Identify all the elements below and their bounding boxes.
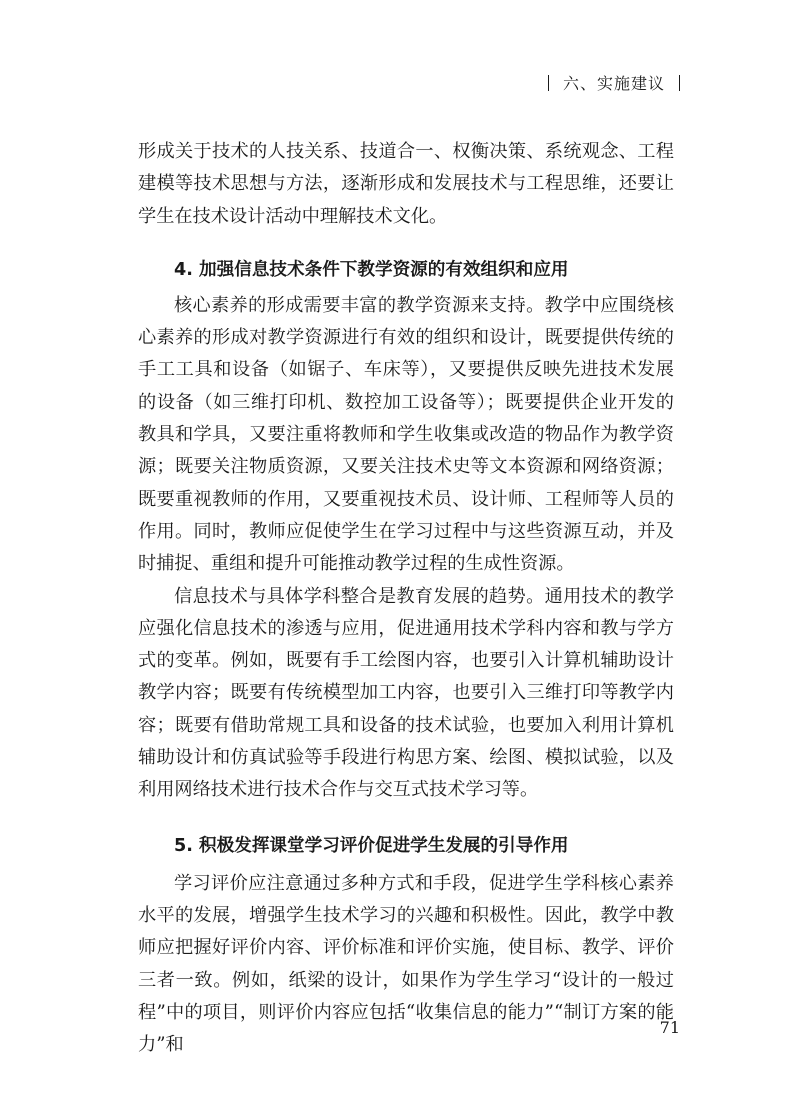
section-5-heading: 5. 积极发挥课堂学习评价促进学生发展的引导作用 [174,835,569,856]
continued-paragraph: 形成关于技术的人技关系、技道合一、权衡决策、系统观念、工程建模等技术思想与方法，逐渐形成和发展技术与工程思维，还要让学生在技术设计活动中理解技术文化。 [138,141,674,227]
running-title: 六、实施建议 [562,74,665,93]
header-rule-left [548,75,549,91]
page-number: 71 [659,1018,680,1037]
section-4-paragraph-1: 核心素养的形成需要丰富的教学资源来支持。教学中应围绕核心素养的形成对教学资源进行有效的组织和设计，既要提供传统的手工工具和设备（如锯子、车床等），又要提供反映先进技术发展的设备（如三维打印机、数控加工设备等）；既要提供企业开发的教具和学具，又要注重将教师和学生收集或改造的物品作为教学资源；既要关注物质资源，又要关注技术史等文本资源和网络资源；既要重视教师的作用，又要重视技术员、设计师、工程师等人员的作用。同时，教师应促使学生在学习过程中与这些资源互动，并及时捕捉、重组和提升可能推动教学过程的生成性资源。 [138,294,674,575]
header-rule-right [679,75,680,91]
section-4-paragraph-2: 信息技术与具体学科整合是教育发展的趋势。通用技术的教学应强化信息技术的渗透与应用，促进通用技术学科内容和教与学方式的变革。例如，既要有手工绘图内容，也要引入计算机辅助设计教学内容；既要有传统模型加工内容，也要引入三维打印等教学内容；既要有借助常规工具和设备的技术试验，也要加入利用计算机辅助设计和仿真试验等手段进行构思方案、绘图、模拟试验，以及利用网络技术进行技术合作与交互式技术学习等。 [138,585,674,801]
page-body [138,136,674,1061]
section-5-paragraph-1: 学习评价应注意通过多种方式和手段，促进学生学科核心素养水平的发展，增强学生技术学习的兴趣和积极性。因此，教学中教师应把握好评价内容、评价标准和评价实施，使目标、教学、评价三者一致。例如，纸梁的设计，如果作为学生学习“设计的一般过程”中的项目，则评价内容应包括“收集信息的能力”“制订方案的能力”和 [138,872,674,1056]
section-4-heading: 4. 加强信息技术条件下教学资源的有效组织和应用 [174,259,569,280]
running-header [548,72,680,96]
